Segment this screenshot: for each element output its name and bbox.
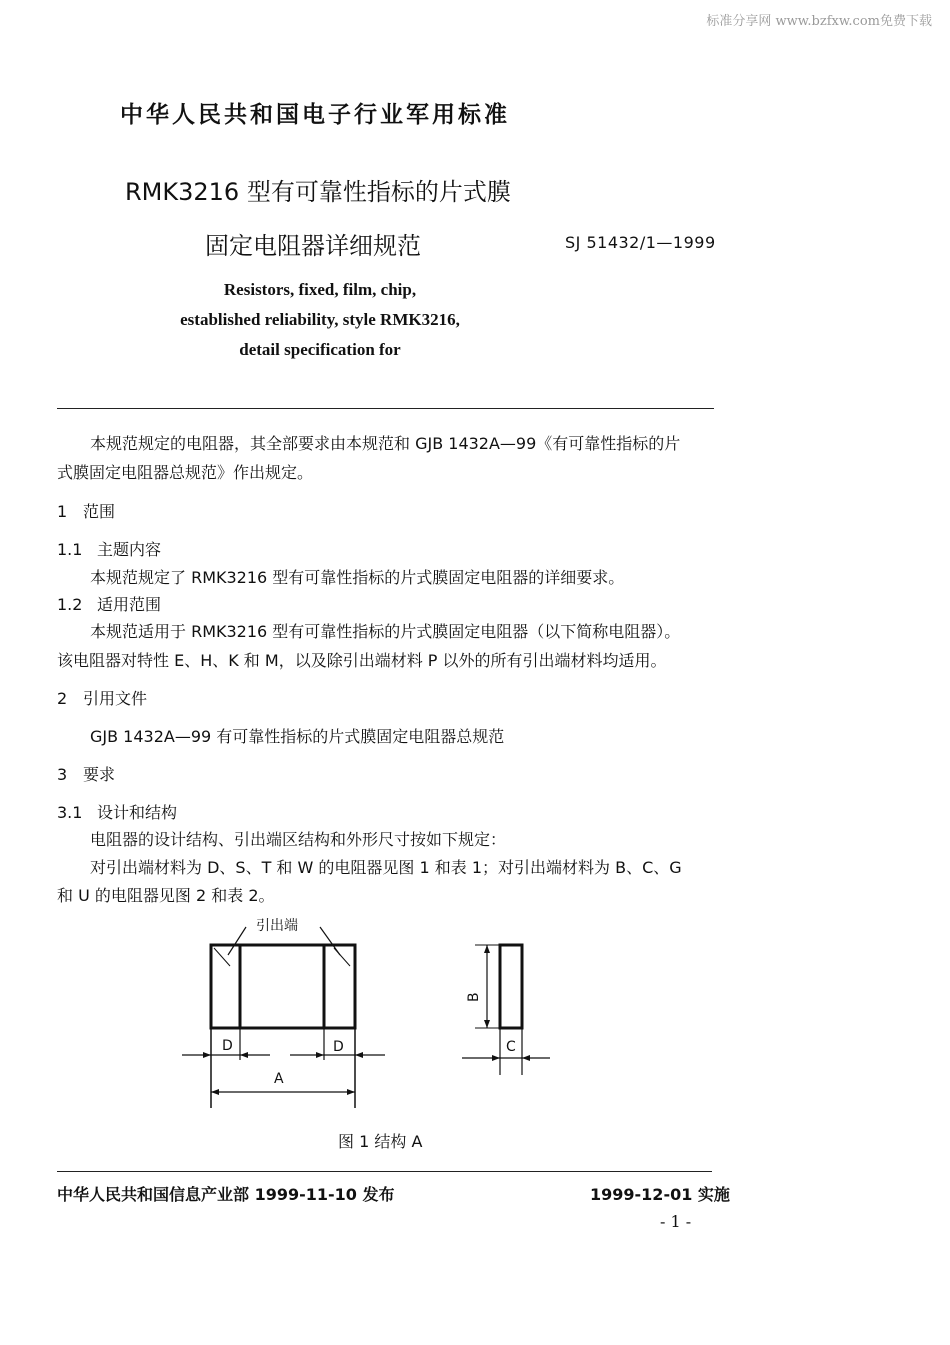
section-title: 设计和结构 — [97, 803, 178, 822]
resistor-body — [211, 945, 355, 1028]
english-title-line3: detail specification for — [239, 340, 401, 359]
section-3-1-heading — [57, 800, 177, 823]
arrow — [484, 945, 490, 953]
document-code: SJ 51432/1—1999 — [565, 233, 716, 252]
terminal-label: 引出端 — [256, 918, 298, 934]
figure-1-diagram — [170, 910, 570, 1115]
arrow — [203, 1052, 211, 1058]
section-1-2-line1: 本规范适用于 RMK3216 型有可靠性指标的片式膜固定电阻器（以下简称电阻器）。 — [90, 622, 681, 641]
english-title-line2: established reliability, style RMK3216, — [180, 310, 460, 329]
right-terminal-hatch — [334, 948, 350, 966]
terminal-leader-left — [228, 927, 246, 955]
intro-line1: 本规范规定的电阻器，其全部要求由本规范和 GJB 1432A—99《有可靠性指标的片 — [90, 434, 681, 453]
section-1-1-heading — [57, 537, 161, 560]
section-2-heading — [57, 686, 147, 709]
dim-d-left-label: D — [222, 1038, 233, 1054]
dim-b-label: B — [466, 992, 482, 1002]
section-title: 范围 — [83, 502, 116, 521]
english-title-line1: Resistors, fixed, film, chip, — [223, 280, 417, 299]
arrow — [522, 1055, 530, 1061]
section-number: 1.1 — [57, 540, 83, 559]
section-number: 3.1 — [57, 803, 83, 822]
section-number: 2 — [57, 689, 68, 708]
issuer-line: 中华人民共和国信息产业部 1999-11-10 发布 — [57, 1185, 395, 1204]
document-title-line1: RMK3216 型有可靠性指标的片式膜 — [125, 178, 511, 206]
arrow — [316, 1052, 324, 1058]
section-number: 1 — [57, 502, 68, 521]
header-divider — [57, 408, 714, 409]
arrow — [492, 1055, 500, 1061]
standard-title: 中华人民共和国电子行业军用标准 — [120, 102, 510, 128]
effective-date: 1999-12-01 实施 — [590, 1185, 730, 1204]
dim-d-right-label: D — [333, 1039, 344, 1055]
watermark: 标准分享网 www.bzfxw.com免费下载 — [706, 14, 932, 29]
figure-caption: 图 1 结构 A — [338, 1132, 423, 1151]
arrow — [211, 1089, 219, 1095]
section-1-heading — [57, 499, 115, 522]
section-1-2-line2: 该电阻器对特性 E、H、K 和 M，以及除引出端材料 P 以外的所有引出端材料均适用。 — [57, 651, 667, 670]
section-3-1-line3: 和 U 的电阻器见图 2 和表 2。 — [57, 886, 275, 905]
dim-c-label: C — [506, 1039, 516, 1055]
section-1-1-text: 本规范规定了 RMK3216 型有可靠性指标的片式膜固定电阻器的详细要求。 — [90, 568, 625, 587]
footer-divider — [57, 1171, 712, 1172]
section-number: 3 — [57, 765, 68, 784]
arrow — [347, 1089, 355, 1095]
section-title: 主题内容 — [97, 540, 162, 559]
section-title: 适用范围 — [97, 595, 162, 614]
document-title-line2: 固定电阻器详细规范 — [205, 232, 421, 260]
arrow — [240, 1052, 248, 1058]
left-terminal-hatch — [214, 948, 230, 966]
section-3-1-line2: 对引出端材料为 D、S、T 和 W 的电阻器见图 1 和表 1；对引出端材料为 B、C、G — [90, 858, 682, 877]
section-number: 1.2 — [57, 595, 83, 614]
section-1-2-heading — [57, 592, 161, 615]
section-3-heading — [57, 762, 115, 785]
section-2-text: GJB 1432A—99 有可靠性指标的片式膜固定电阻器总规范 — [90, 727, 505, 746]
intro-line2: 式膜固定电阻器总规范》作出规定。 — [57, 463, 314, 482]
section-3-1-line1: 电阻器的设计结构、引出端区结构和外形尺寸按如下规定： — [90, 830, 507, 849]
dim-a-label: A — [274, 1071, 284, 1087]
arrow — [484, 1020, 490, 1028]
page-number: - 1 - — [660, 1212, 692, 1231]
section-title: 要求 — [83, 765, 116, 784]
arrow — [355, 1052, 363, 1058]
section-title: 引用文件 — [83, 689, 148, 708]
resistor-side-view — [500, 945, 522, 1028]
